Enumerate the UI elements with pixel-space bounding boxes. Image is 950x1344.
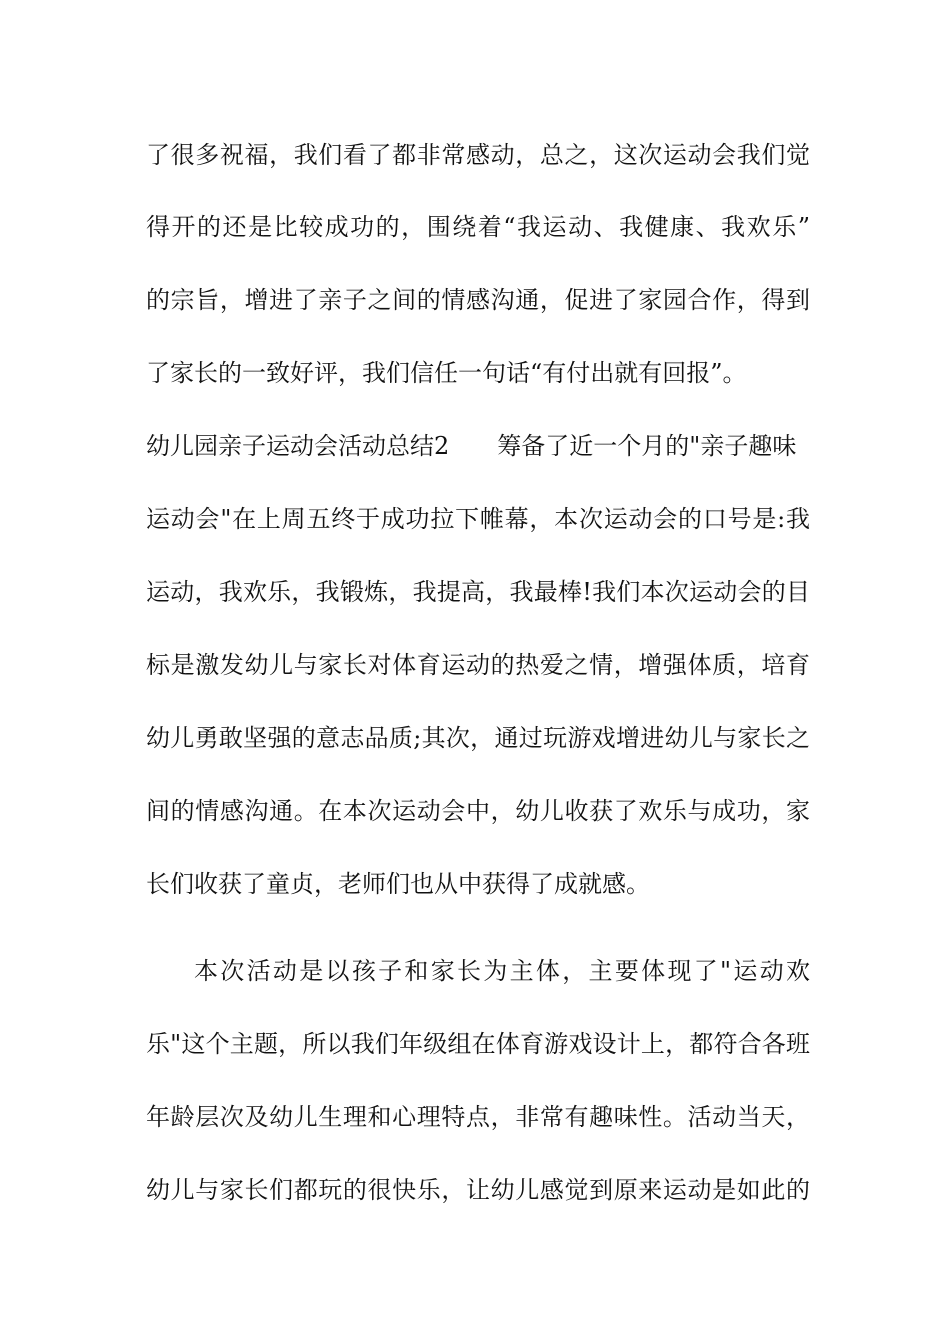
section-heading-line <box>146 431 810 461</box>
text-line: 长们收获了童贞，老师们也从中获得了成就感。 <box>146 870 650 898</box>
text-line: 运动会"在上周五终于成功拉下帷幕，本次运动会的口号是:我 <box>146 505 810 533</box>
text-line: 了家长的一致好评，我们信任一句话“有付出就有回报”。 <box>146 359 747 387</box>
text-line: 运动，我欢乐，我锻炼，我提高，我最棒!我们本次运动会的目 <box>146 578 810 606</box>
text-line: 了很多祝福，我们看了都非常感动，总之，这次运动会我们觉 <box>146 141 810 169</box>
text-line: 乐"这个主题，所以我们年级组在体育游戏设计上，都符合各班 <box>146 1030 810 1058</box>
text-line: 年龄层次及幼儿生理和心理特点，非常有趣味性。活动当天， <box>146 1103 810 1131</box>
text-line: 幼儿勇敢坚强的意志品质;其次，通过玩游戏增进幼儿与家长之 <box>146 724 810 752</box>
section-heading: 幼儿园亲子运动会活动总结2 <box>146 432 450 460</box>
text-line: 的宗旨，增进了亲子之间的情感沟通，促进了家园合作，得到 <box>146 286 810 314</box>
text-line: 幼儿与家长们都玩的很快乐，让幼儿感觉到原来运动是如此的 <box>146 1176 810 1204</box>
text-line: 得开的还是比较成功的，围绕着“我运动、我健康、我欢乐” <box>146 213 810 241</box>
text-line: 间的情感沟通。在本次运动会中，幼儿收获了欢乐与成功，家 <box>146 797 810 825</box>
text-line: 筹备了近一个月的"亲子趣味 <box>497 432 797 460</box>
text-line: 标是激发幼儿与家长对体育运动的热爱之情，增强体质，培育 <box>146 651 810 679</box>
text-line: 本次活动是以孩子和家长为主体，主要体现了"运动欢 <box>194 957 810 985</box>
